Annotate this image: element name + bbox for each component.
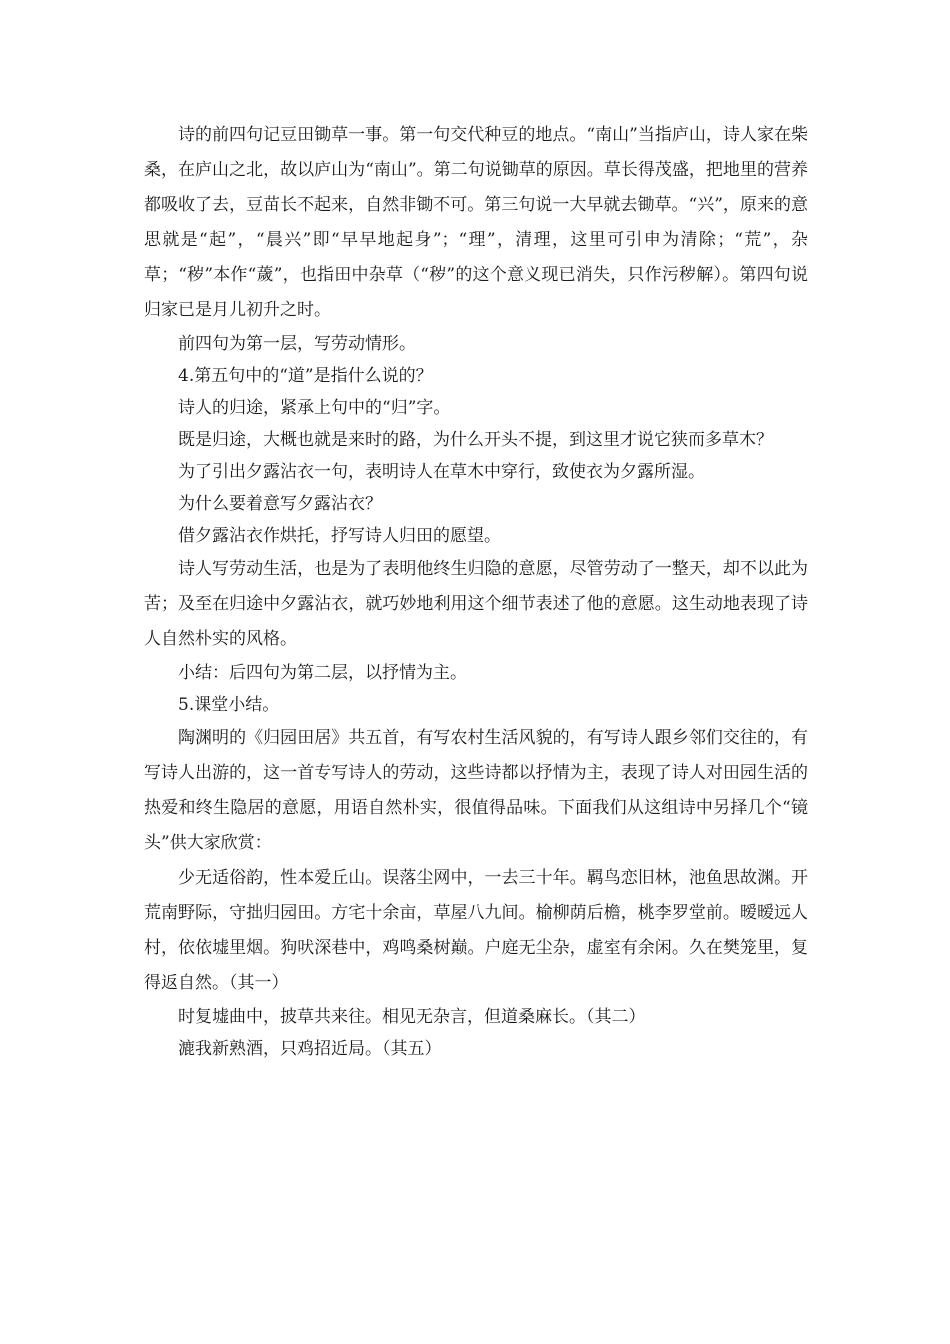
question-why-narrow-path: 既是归途，大概也就是来时的路，为什么开头不提，到这里才说它狭而多草木？ (178, 430, 773, 450)
poem-excerpt-2: 时复墟曲中，披草共来往。相见无杂言，但道桑麻长。（其二） (178, 1007, 646, 1027)
answer-why-narrow-path: 为了引出夕露沾衣一句，表明诗人在草木中穿行，致使衣为夕露所湿。 (178, 462, 705, 482)
answer-4: 诗人的归途，紧承上句中的“归”字。 (178, 398, 451, 418)
paragraph-class-summary: 陶渊明的《归园田居》共五首，有写农村生活风貌的，有写诗人跟乡邻们交往的，有写诗人出游的，这一首专写诗人的劳动，这些诗都以抒情为主，表现了诗人对田园生活的热爱和终生隐居的意愿，用语自然朴实，很值得品味。下面我们从这组诗中另择几个“镜头”供大家欣赏： (144, 728, 808, 853)
poem-excerpt-1: 少无适俗韵，性本爱丘山。误落尘网中，一去三十年。羁鸟恋旧林，池鱼思故渊。开荒南野际，守拙归园田。方宅十余亩，草屋八九间。榆柳荫后檐，桃李罗堂前。暧暧远人村，依依墟里烟。狗吠深巷中，鸡鸣桑树巅。户庭无尘杂，虚室有余闲。久在樊笼里，复得返自然。（其一） (144, 868, 808, 993)
paragraph-second-layer-summary: 小结：后四句为第二层，以抒情为主。 (178, 663, 467, 683)
paragraph-labor-analysis: 诗人写劳动生活，也是为了表明他终生归隐的意愿，尽管劳动了一整天，却不以此为苦；及至在归途中夕露沾衣，就巧妙地利用这个细节表述了他的意愿。这生动地表现了诗人自然朴实的风格。 (144, 559, 808, 649)
document-body (144, 118, 808, 1065)
paragraph-analysis-first-four-lines: 诗的前四句记豆田锄草一事。第一句交代种豆的地点。“南山”当指庐山，诗人家在柴桑，在庐山之北，故以庐山为“南山”。第二句说锄草的原因。草长得茂盛，把地里的营养都吸收了去，豆苗长不起来，自然非锄不可。第三句说一大早就去锄草。“兴”，原来的意思就是“起”，“晨兴”即“早早地起身”；“理”，清理，这里可引申为清除；“荒”，杂草；“秽”本作“薉”，也指田中杂草（“秽”的这个意义现已消失，只作污秽解）。第四句说归家已是月儿初升之时。 (144, 125, 808, 320)
question-4: 4.第五句中的“道”是指什么说的？ (178, 366, 433, 386)
heading-class-summary: 5.课堂小结。 (178, 695, 280, 715)
answer-why-dew: 借夕露沾衣作烘托，抒写诗人归田的愿望。 (178, 526, 501, 546)
question-why-dew: 为什么要着意写夕露沾衣？ (178, 494, 382, 514)
paragraph-first-layer-summary: 前四句为第一层，写劳动情形。 (178, 334, 416, 354)
poem-excerpt-5: 漉我新熟酒，只鸡招近局。（其五） (178, 1039, 442, 1059)
